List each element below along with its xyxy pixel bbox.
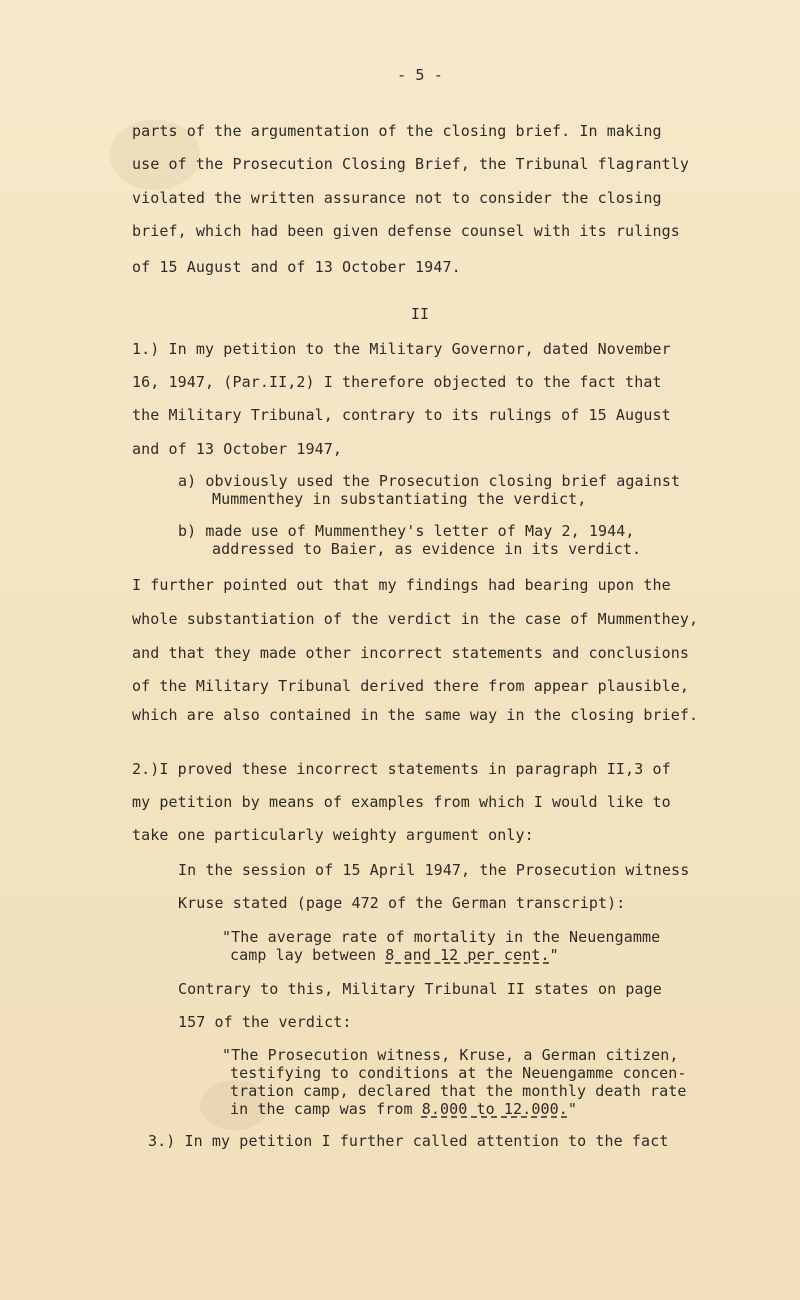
- text-line: Contrary to this, Military Tribunal II states on page: [178, 980, 662, 998]
- quote-line: [230, 946, 559, 964]
- text-line: 16, 1947, (Par.II,2) I therefore objected to the fact that: [132, 373, 662, 391]
- text-line: brief, which had been given defense counsel with its rulings: [132, 222, 680, 240]
- quote-text: camp lay between: [230, 946, 386, 964]
- underlined-figure: 8 and 12 per cent.: [385, 946, 550, 964]
- text-line: of 15 August and of 13 October 1947.: [132, 258, 461, 276]
- page-number: - 5 -: [397, 66, 443, 84]
- text-line: Kruse stated (page 472 of the German transcript):: [178, 894, 626, 912]
- text-line: 1.) In my petition to the Military Governor, dated November: [132, 340, 671, 358]
- quote-line: tration camp, declared that the monthly death rate: [230, 1082, 687, 1100]
- text-line: 3.) In my petition I further called attention to the fact: [148, 1132, 669, 1150]
- text-line: 2.)I proved these incorrect statements in paragraph II,3 of: [132, 760, 671, 778]
- text-line: parts of the argumentation of the closing brief. In making: [132, 122, 662, 140]
- list-item-b: b) made use of Mummenthey's letter of May 2, 1944,: [178, 522, 635, 540]
- text-line: 157 of the verdict:: [178, 1013, 352, 1031]
- text-line: In the session of 15 April 1947, the Prosecution witness: [178, 861, 690, 879]
- quote-line: "The Prosecution witness, Kruse, a German citizen,: [222, 1046, 679, 1064]
- text-line: my petition by means of examples from which I would like to: [132, 793, 671, 811]
- quote-close: ": [549, 946, 559, 964]
- list-item-a: a) obviously used the Prosecution closing brief against: [178, 472, 681, 490]
- text-line: I further pointed out that my findings had bearing upon the: [132, 576, 671, 594]
- underlined-figure: 8.000 to 12.000.: [421, 1100, 568, 1118]
- quote-line: [230, 1100, 577, 1118]
- text-line: take one particularly weighty argument only:: [132, 826, 534, 844]
- section-heading: II: [410, 305, 430, 323]
- text-line: whole substantiation of the verdict in the case of Mummenthey,: [132, 610, 699, 628]
- quote-line: testifying to conditions at the Neuengamme concen-: [230, 1064, 687, 1082]
- text-line: and of 13 October 1947,: [132, 440, 343, 458]
- list-item-a-cont: Mummenthey in substantiating the verdict,: [212, 490, 587, 508]
- list-item-b-cont: addressed to Baier, as evidence in its verdict.: [212, 540, 642, 558]
- text-line: which are also contained in the same way in the closing brief.: [132, 706, 699, 724]
- quote-text: in the camp was from: [230, 1100, 422, 1118]
- text-line: and that they made other incorrect statements and conclusions: [132, 644, 689, 662]
- quote-close: ": [567, 1100, 577, 1118]
- text-line: use of the Prosecution Closing Brief, the Tribunal flagrantly: [132, 155, 689, 173]
- text-line: of the Military Tribunal derived there from appear plausible,: [132, 677, 689, 695]
- quote-line: "The average rate of mortality in the Neuengamme: [222, 928, 661, 946]
- text-line: violated the written assurance not to consider the closing: [132, 189, 662, 207]
- text-line: the Military Tribunal, contrary to its rulings of 15 August: [132, 406, 671, 424]
